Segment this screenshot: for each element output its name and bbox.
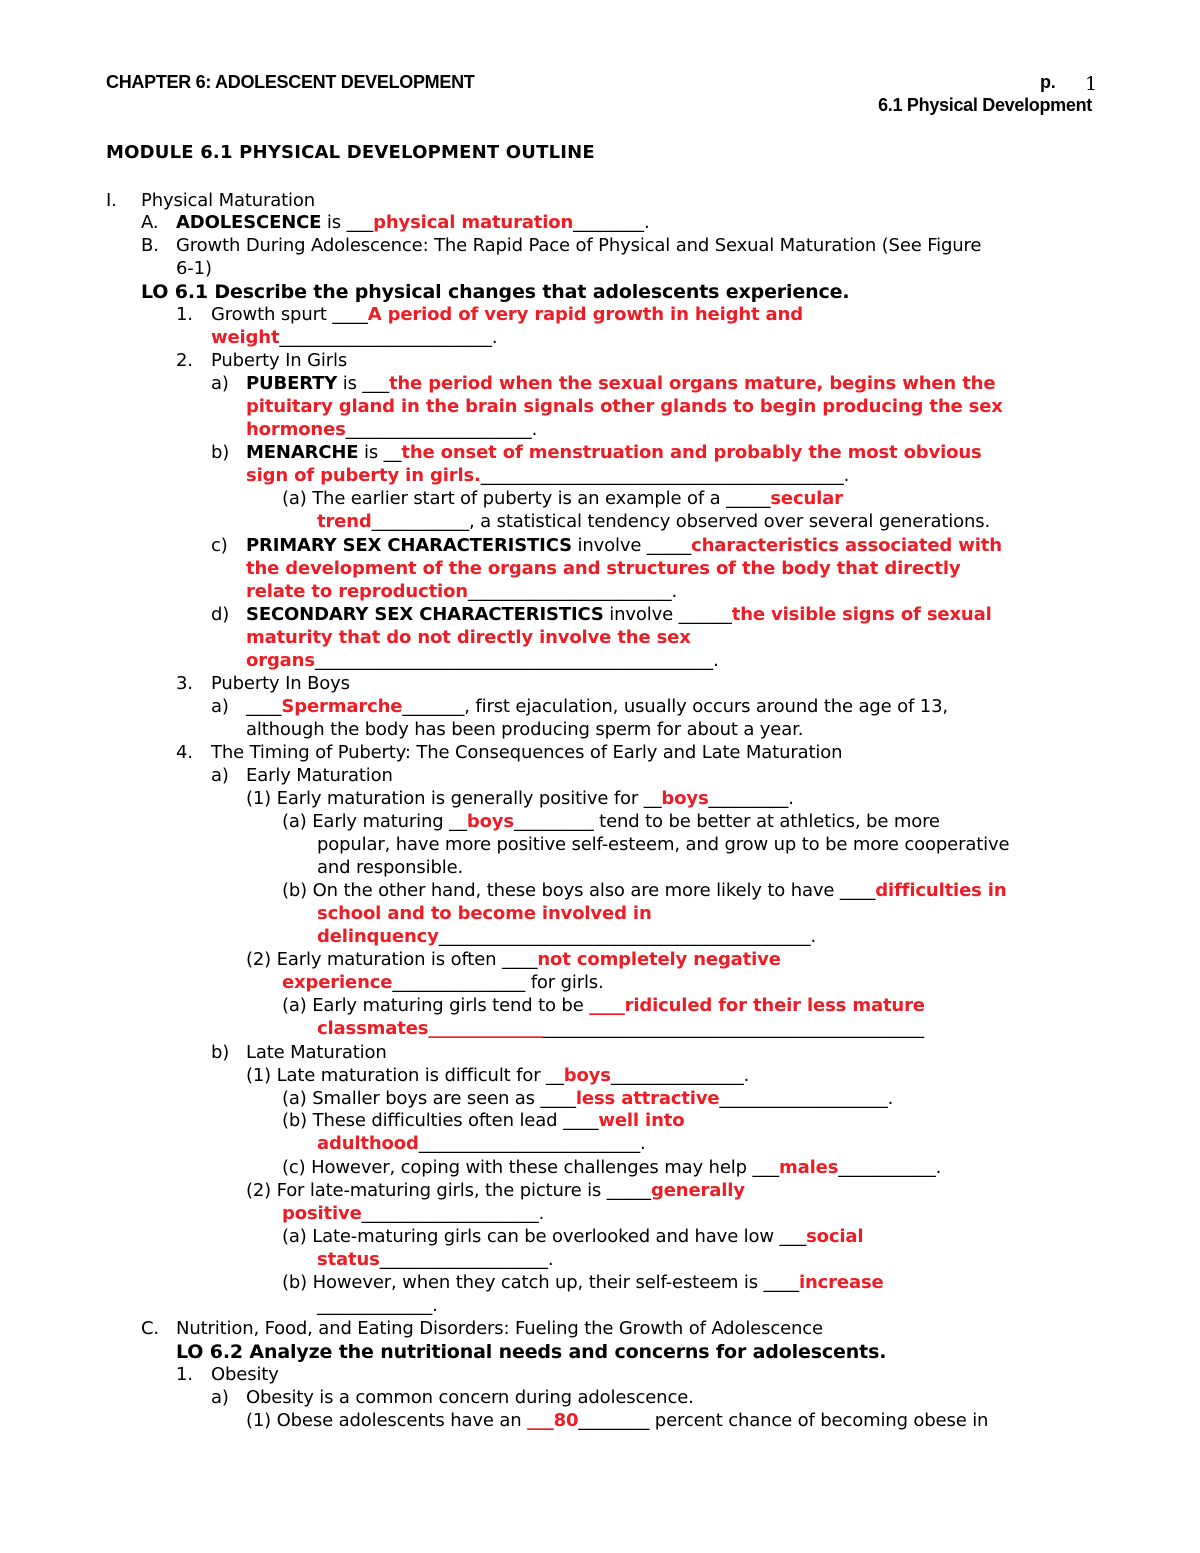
item-early-girls-cont: experience_______________ for girls. bbox=[282, 972, 604, 993]
item-ridiculed: (a) Early maturing girls tend to be ____ridiculed for their less mature bbox=[282, 995, 925, 1016]
item-difficulties-lead-cont: adulthood_________________________. bbox=[317, 1133, 646, 1154]
item-secular-trend: (a) The earlier start of puberty is an example of a _____secular bbox=[282, 488, 843, 509]
item-secular-trend-cont: trend___________, a statistical tendency observed over several generations. bbox=[317, 511, 991, 532]
marker-c: c) bbox=[211, 535, 228, 556]
item-early-boys-cont: popular, have more positive self-esteem, and grow up to be more cooperative bbox=[317, 834, 1010, 855]
item-puberty-cont2: hormones_____________________. bbox=[246, 419, 538, 440]
item-growth-adolescence: Growth During Adolescence: The Rapid Pace of Physical and Sexual Maturation (See Figure bbox=[176, 235, 982, 256]
item-primary-sex-cont: the development of the organs and structures of the body that directly bbox=[246, 558, 961, 579]
heading-physical-maturation: Physical Maturation bbox=[141, 190, 316, 211]
item-growth-spurt-cont: weight________________________. bbox=[211, 327, 498, 348]
answer-physical-maturation: physical maturation bbox=[373, 212, 574, 233]
marker-a-early: a) bbox=[211, 765, 229, 786]
item-other-hand-cont: school and to become involved in bbox=[317, 903, 652, 924]
marker-a-obesity: a) bbox=[211, 1387, 229, 1408]
item-obese-chance: (1) Obese adolescents have an ___80________ percent chance of becoming obese in bbox=[246, 1410, 989, 1431]
heading-puberty-girls: Puberty In Girls bbox=[211, 350, 348, 371]
heading-early-maturation: Early Maturation bbox=[246, 765, 393, 786]
marker-C: C. bbox=[141, 1318, 159, 1339]
item-late-girls-cont: positive____________________. bbox=[282, 1203, 545, 1224]
section-heading: 6.1 Physical Development bbox=[878, 95, 1092, 115]
item-early-girls: (2) Early maturation is often ____not completely negative bbox=[246, 949, 781, 970]
marker-2: 2. bbox=[176, 350, 193, 371]
marker-a-boys: a) bbox=[211, 696, 229, 717]
item-secondary-sex-cont2: organs_____________________________________________. bbox=[246, 650, 719, 671]
heading-late-maturation: Late Maturation bbox=[246, 1042, 387, 1063]
item-other-hand: (b) On the other hand, these boys also are more likely to have ____difficulties in bbox=[282, 880, 1007, 901]
item-primary-sex-cont2: relate to reproduction_______________________. bbox=[246, 581, 678, 602]
item-growth-spurt: Growth spurt ____A period of very rapid growth in height and bbox=[211, 304, 803, 325]
item-ridiculed-cont: classmates________________________________________________________ bbox=[317, 1018, 924, 1039]
item-catch-up-cont: _____________. bbox=[317, 1295, 438, 1316]
learning-objective-6-1: LO 6.1 Describe the physical changes that adolescents experience. bbox=[141, 281, 850, 303]
item-puberty: PUBERTY is ___the period when the sexual organs mature, begins when the bbox=[246, 373, 996, 394]
marker-a: a) bbox=[211, 373, 229, 394]
item-other-hand-cont2: delinquency__________________________________________. bbox=[317, 926, 817, 947]
heading-nutrition: Nutrition, Food, and Eating Disorders: Fueling the Growth of Adolescence bbox=[176, 1318, 823, 1339]
heading-timing-puberty: The Timing of Puberty: The Consequences of Early and Late Maturation bbox=[211, 742, 843, 763]
marker-4: 4. bbox=[176, 742, 193, 763]
item-primary-sex: PRIMARY SEX CHARACTERISTICS involve _____characteristics associated with bbox=[246, 535, 1002, 556]
marker-b-late: b) bbox=[211, 1042, 230, 1063]
item-smaller-boys: (a) Smaller boys are seen as ____less attractive___________________. bbox=[282, 1088, 894, 1109]
item-menarche: MENARCHE is __the onset of menstruation and probably the most obvious bbox=[246, 442, 982, 463]
item-adolescence: ADOLESCENCE is ___physical maturation________. bbox=[176, 212, 650, 233]
item-spermarche: ____Spermarche_______, first ejaculation, usually occurs around the age of 13, bbox=[246, 696, 948, 717]
item-secondary-sex: SECONDARY SEX CHARACTERISTICS involve ______the visible signs of sexual bbox=[246, 604, 992, 625]
module-title: MODULE 6.1 PHYSICAL DEVELOPMENT OUTLINE bbox=[106, 142, 595, 163]
page-number: 1 bbox=[1085, 73, 1098, 95]
item-obesity-common: Obesity is a common concern during adolescence. bbox=[246, 1387, 694, 1408]
marker-d: d) bbox=[211, 604, 230, 625]
marker-b: b) bbox=[211, 442, 230, 463]
roman-numeral-I: I. bbox=[106, 190, 117, 211]
item-menarche-cont: sign of puberty in girls._________________________________________. bbox=[246, 465, 850, 486]
item-early-positive: (1) Early maturation is generally positive for __boys_________. bbox=[246, 788, 794, 809]
item-late-difficult: (1) Late maturation is difficult for __boys_______________. bbox=[246, 1065, 750, 1086]
learning-objective-6-2: LO 6.2 Analyze the nutritional needs and concerns for adolescents. bbox=[176, 1341, 887, 1363]
marker-1-obesity: 1. bbox=[176, 1364, 193, 1385]
item-early-boys: (a) Early maturing __boys_________ tend to be better at athletics, be more bbox=[282, 811, 940, 832]
item-early-boys-cont2: and responsible. bbox=[317, 857, 464, 878]
item-coping: (c) However, coping with these challenges may help ___males___________. bbox=[282, 1157, 942, 1178]
item-spermarche-cont: although the body has been producing sperm for about a year. bbox=[246, 719, 804, 740]
item-catch-up: (b) However, when they catch up, their self-esteem is ____increase bbox=[282, 1272, 884, 1293]
item-late-girls: (2) For late-maturing girls, the picture is _____generally bbox=[246, 1180, 745, 1201]
item-difficulties-lead: (b) These difficulties often lead ____well into bbox=[282, 1110, 685, 1131]
marker-A: A. bbox=[141, 212, 159, 233]
marker-1: 1. bbox=[176, 304, 193, 325]
chapter-heading: CHAPTER 6: ADOLESCENT DEVELOPMENT bbox=[106, 72, 475, 92]
heading-puberty-boys: Puberty In Boys bbox=[211, 673, 350, 694]
item-growth-adolescence-cont: 6-1) bbox=[176, 258, 212, 279]
item-puberty-cont: pituitary gland in the brain signals other glands to begin producing the sex bbox=[246, 396, 1003, 417]
heading-obesity: Obesity bbox=[211, 1364, 279, 1385]
item-secondary-sex-cont: maturity that do not directly involve the sex bbox=[246, 627, 691, 648]
marker-3: 3. bbox=[176, 673, 193, 694]
item-overlooked: (a) Late-maturing girls can be overlooked and have low ___social bbox=[282, 1226, 864, 1247]
page-label: p. bbox=[1040, 72, 1056, 92]
item-overlooked-cont: status___________________. bbox=[317, 1249, 554, 1270]
marker-B: B. bbox=[141, 235, 159, 256]
